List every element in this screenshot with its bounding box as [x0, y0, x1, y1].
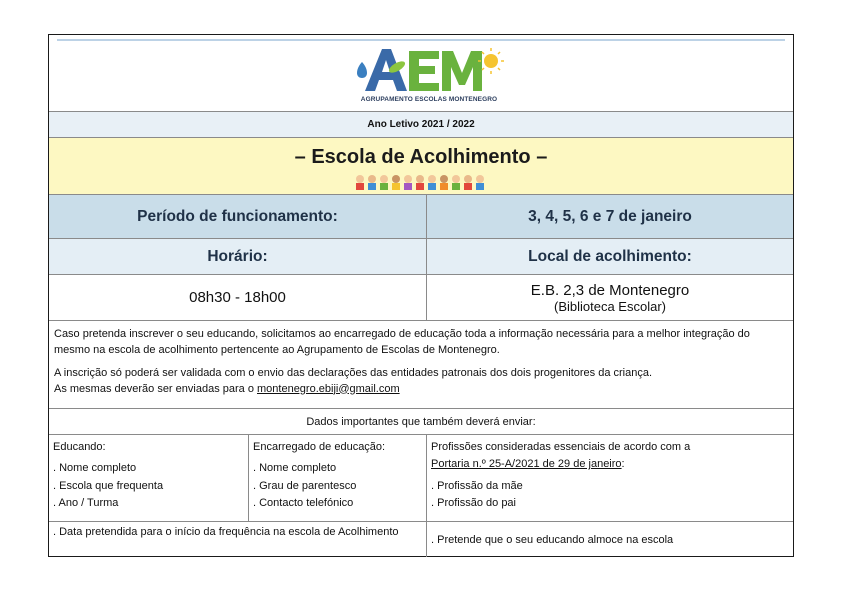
- lists-row: [49, 435, 793, 522]
- profissoes-item: . Profissão do pai: [431, 496, 516, 509]
- local-value: [427, 275, 793, 320]
- local-value-line2: (Biblioteca Escolar): [554, 298, 666, 314]
- periodo-row: [49, 195, 793, 239]
- school-year: Ano Letivo 2021 / 2022: [49, 112, 793, 138]
- top-rule: [57, 39, 785, 41]
- intro-paragraph-1: Caso pretenda inscrever o seu educando, solicitamos ao encarregado de educação toda a informação necessária para a melhor integração do mesmo na escola de acolhimento pertencente ao Agrupamento de Escolas de Montenegro.: [54, 328, 750, 356]
- last-row: [49, 522, 793, 557]
- profissoes-item: . Profissão da mãe: [431, 479, 523, 492]
- logo-subtitle: AGRUPAMENTO ESCOLAS MONTENEGRO: [360, 96, 498, 103]
- encarregado-item: . Contacto telefónico: [253, 496, 354, 509]
- horario-value: 08h30 - 18h00: [49, 275, 427, 320]
- page-title: – Escola de Acolhimento –: [294, 146, 548, 168]
- email-link[interactable]: montenegro.ebiji@gmail.com: [257, 382, 400, 395]
- email-prefix: As mesmas deverão ser enviadas para o: [54, 382, 257, 395]
- aem-logo: [349, 45, 509, 107]
- educando-item: . Ano / Turma: [53, 496, 119, 509]
- aem-logo-graphic: [349, 45, 509, 95]
- children-illustration: [354, 174, 490, 191]
- data-frequencia: . Data pretendida para o início da frequência na escola de Acolhimento: [49, 522, 427, 557]
- almoco: . Pretende que o seu educando almoce na escola: [431, 533, 674, 546]
- intro-paragraph-3: [54, 382, 788, 398]
- portaria-suffix: :: [621, 458, 625, 471]
- local-value-line1: E.B. 2,3 de Montenegro: [530, 281, 690, 299]
- profissoes-heading: Profissões consideradas essenciais de acordo com a: [431, 441, 691, 453]
- periodo-label: Período de funcionamento:: [49, 195, 427, 238]
- educando-column: [49, 435, 249, 521]
- flyer: [48, 34, 794, 557]
- encarregado-heading: Encarregado de educação:: [253, 441, 386, 453]
- logo-row: [49, 35, 793, 112]
- encarregado-item: . Grau de parentesco: [253, 479, 357, 492]
- values-row: [49, 275, 793, 321]
- periodo-value: 3, 4, 5, 6 e 7 de janeiro: [528, 207, 692, 225]
- horario-row: [49, 239, 793, 275]
- local-label: Local de acolhimento:: [528, 247, 692, 265]
- title-row: [49, 138, 793, 195]
- profissoes-column: [427, 435, 793, 521]
- educando-item: . Nome completo: [53, 462, 137, 475]
- dados-heading: Dados importantes que também deverá enviar:: [49, 409, 793, 435]
- portaria-reference: Portaria n.º 25-A/2021 de 29 de janeiro: [431, 458, 622, 471]
- portaria-line: [431, 456, 789, 473]
- educando-item: . Escola que frequenta: [53, 479, 164, 492]
- encarregado-column: [249, 435, 427, 521]
- intro-text: [49, 321, 793, 409]
- intro-paragraph-2: A inscrição só poderá ser validada com o envio das declarações das entidades patronais dos dois progenitores da criança.: [54, 367, 653, 379]
- encarregado-item: . Nome completo: [253, 462, 337, 475]
- educando-heading: Educando:: [53, 441, 106, 453]
- horario-label: Horário:: [49, 239, 427, 274]
